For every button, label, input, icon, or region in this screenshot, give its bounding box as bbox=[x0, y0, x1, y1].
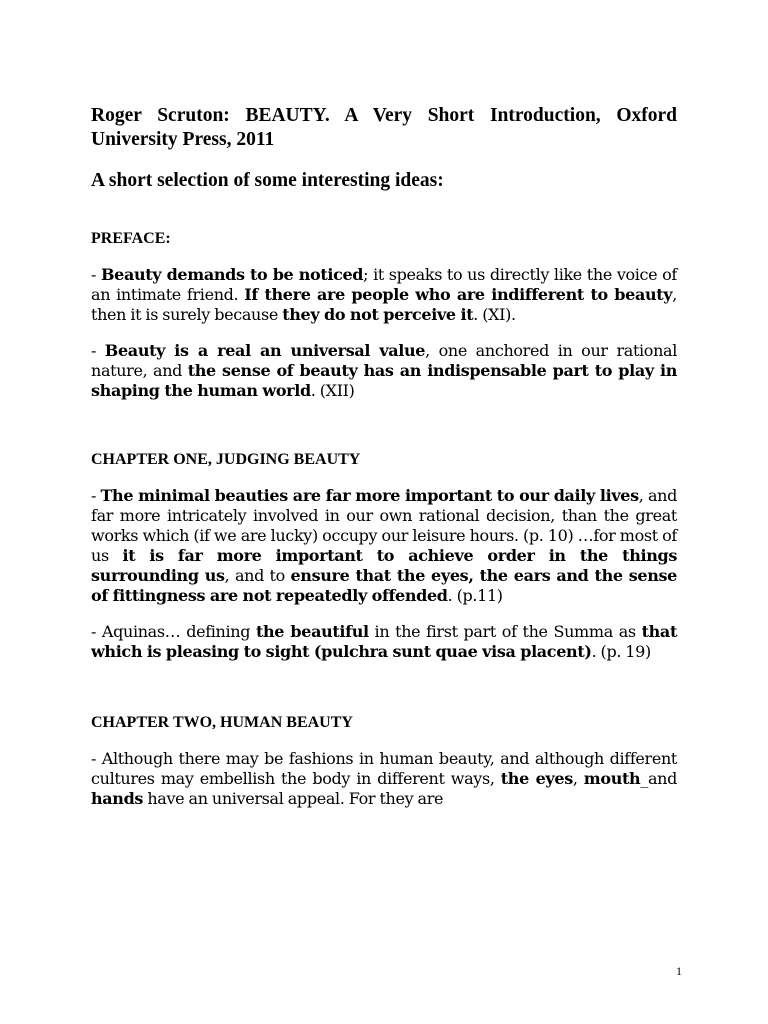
section-heading-chapter-two: CHAPTER TWO, HUMAN BEAUTY bbox=[91, 714, 353, 731]
page-number: 1 bbox=[676, 964, 682, 978]
preface-paragraph-2: - Beauty is a real an universal value, one anchored in our rational nature, and the sense of beauty has an indispensable part to play in shaping the human world. (XII) bbox=[91, 341, 677, 400]
section-heading-preface: PREFACE: bbox=[91, 230, 171, 247]
document-title: Roger Scruton: BEAUTY. A Very Short Introduction, Oxford University Press, 2011 bbox=[91, 105, 677, 150]
chapter-one-paragraph-2: - Aquinas… defining the beautiful in the first part of the Summa as that which is pleasing to sight (pulchra sunt quae visa placent). (p. 19) bbox=[91, 622, 677, 661]
chapter-one-paragraph-1: - The minimal beauties are far more important to our daily lives, and far more intricately involved in our own rational decision, than the great works which (if we are lucky) occupy our leisure hours. (p. 10) …for most of us it is far more important to achieve order in the things surrounding us, and to ensure that the eyes, the ears and the sense of fittingness are not repeatedly offended. (p.11) bbox=[91, 486, 678, 605]
document-subtitle: A short selection of some interesting ideas: bbox=[91, 170, 444, 191]
preface-paragraph-1: - Beauty demands to be noticed; it speaks to us directly like the voice of an intimate friend. If there are people who are indifferent to beauty, then it is surely because they do not perceive it. (XI). bbox=[91, 265, 678, 324]
document-page bbox=[91, 104, 677, 809]
chapter-two-paragraph-1: - Although there may be fashions in human beauty, and although different cultures may embellish the body in different ways, the eyes, mouth_and hands have an universal appeal. For they are bbox=[91, 749, 677, 808]
section-heading-chapter-one: CHAPTER ONE, JUDGING BEAUTY bbox=[91, 451, 361, 468]
